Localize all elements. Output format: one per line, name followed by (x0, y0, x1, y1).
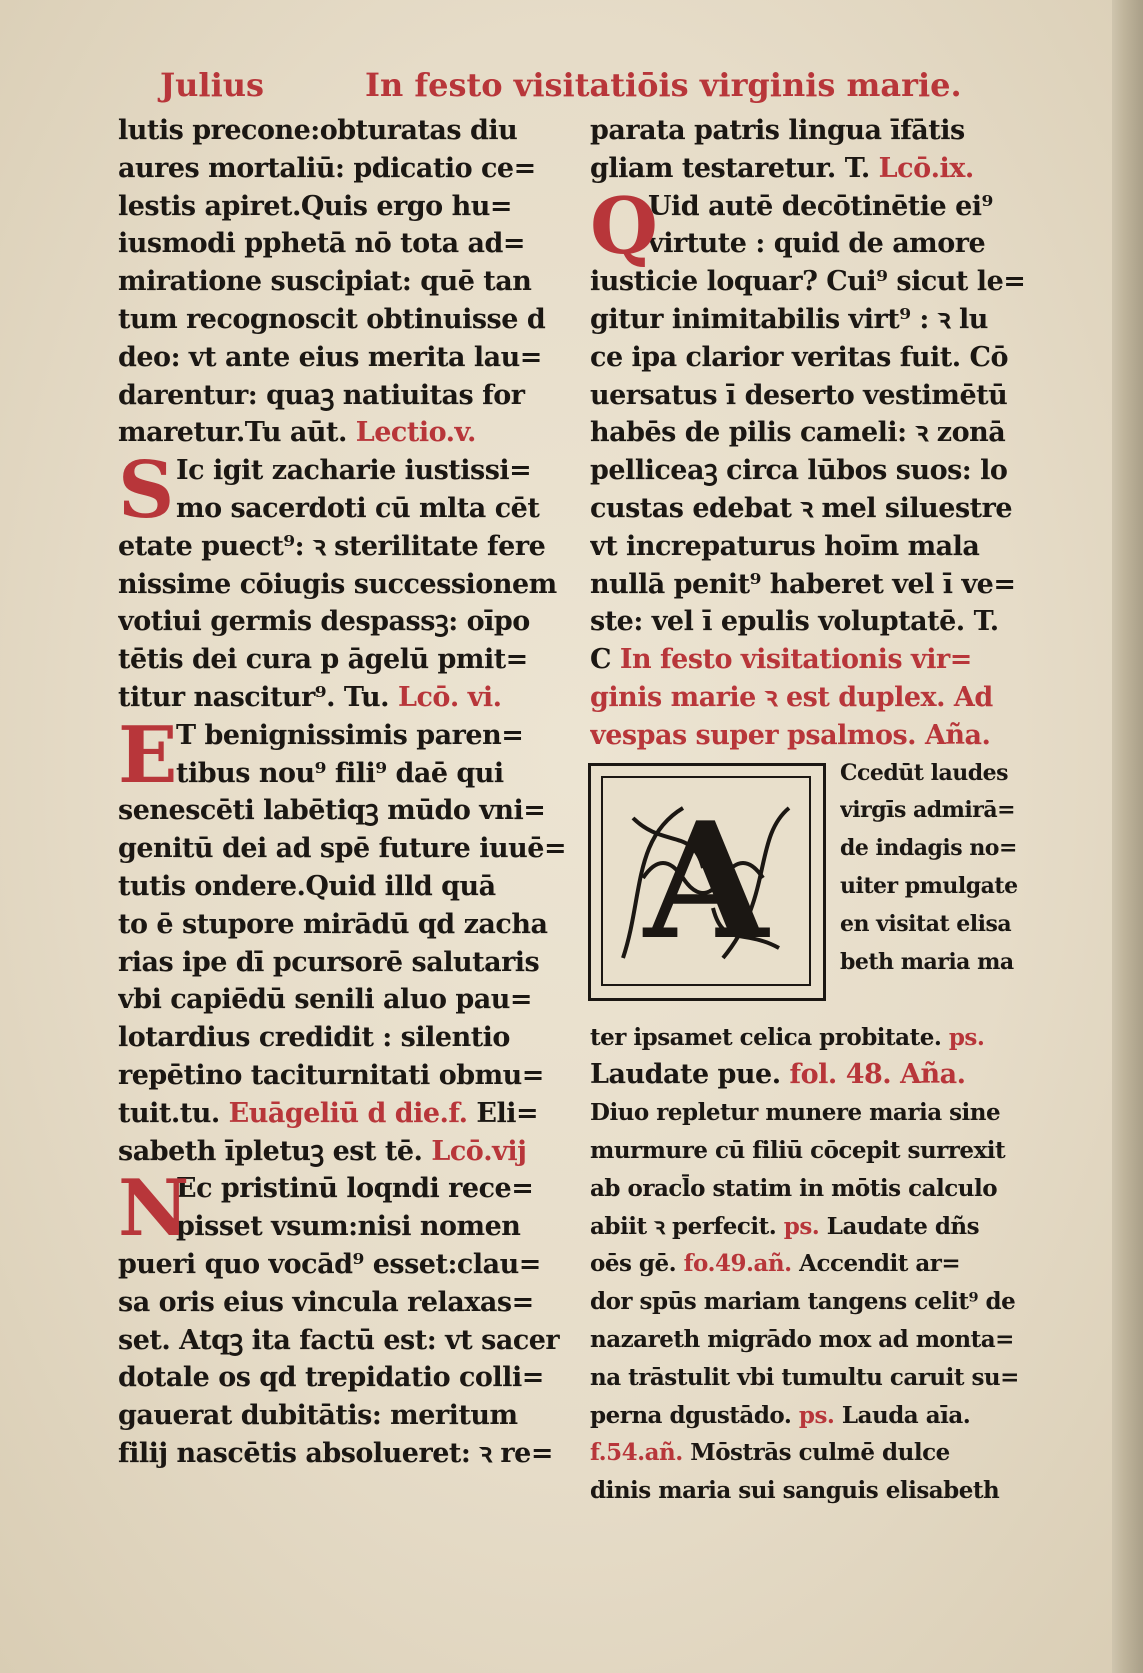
line-text: custas edebat ꝛ mel siluestre (590, 492, 1013, 524)
text-line (118, 188, 570, 226)
text-line (590, 1397, 1050, 1435)
red-initial-e: E (118, 709, 178, 801)
text-line (590, 1056, 1050, 1094)
line-text: tibus nou⁹ fili⁹ daē qui (176, 757, 504, 789)
text-line (590, 528, 1050, 566)
line-text: Uid autē decōtinētie ei⁹ (648, 190, 993, 222)
line-text: aures mortaliū: pdicatio ce= (118, 152, 536, 184)
line-text: perna dgustādo. (590, 1401, 792, 1429)
line-text: maretur.Tu aūt. (118, 417, 347, 449)
line-text: lestis apiret.Quis ergo hu= (118, 190, 512, 222)
text-line (118, 981, 570, 1019)
line-text: rias ipe dī pcursorē salutaris (118, 946, 540, 978)
line-text: Diuo repletur munere maria sine (590, 1099, 1001, 1127)
line-text: dinis maria sui sanguis elisabeth (590, 1477, 1000, 1505)
line-text: darentur: quaꝫ natiuitas for (118, 379, 525, 411)
text-line: beth maria ma (840, 948, 1014, 975)
line-text: gliam testaretur. T. (590, 152, 870, 184)
text-line (118, 1284, 570, 1322)
text-line (118, 377, 570, 415)
text-line (118, 944, 570, 982)
text-line (118, 1322, 570, 1360)
text-line (118, 528, 570, 566)
line-text: lutis precone:obturatas diu (118, 115, 518, 146)
text-line (118, 603, 570, 641)
text-line (590, 414, 1050, 452)
rubric-text: ps. (776, 1212, 820, 1240)
text-line (118, 1397, 570, 1435)
text-line (590, 1208, 1050, 1246)
rubric-text: Lcō.ix. (869, 152, 974, 184)
line-text: filij nascētis absolueret: ꝛ re= (118, 1437, 553, 1469)
line-tail-text: Eli= (467, 1097, 539, 1129)
line-text: uersatus ī deserto vestimētū (590, 379, 1008, 411)
line-text: votiui germis despassꝫ: oīpo (118, 606, 530, 638)
line-text: parata patris lingua īfātis (590, 115, 965, 146)
line-text: na trāstulit vbi tumultu caruit su= (590, 1363, 1019, 1391)
line-text: tētis dei cura p āgelū pmit= (118, 644, 528, 676)
rubric-text: f.54.añ. (590, 1439, 683, 1467)
line-tail-text: Mōstrās culmē dulce (682, 1439, 950, 1467)
line-text: deo: vt ante eius merita lau= (118, 341, 542, 373)
text-line (118, 301, 570, 339)
text-line (590, 263, 1050, 301)
text-line (118, 641, 570, 679)
line-text: ce ipa clarior veritas fuit. Cō (590, 341, 1009, 373)
text-line (590, 112, 1050, 150)
text-line (118, 414, 570, 452)
text-line (118, 1435, 570, 1473)
line-text: ter ipsamet celica probitate. (590, 1023, 942, 1051)
text-line (118, 906, 570, 944)
text-line (590, 1434, 1050, 1472)
rubric-text: Lectio.v. (346, 417, 476, 449)
text-line (590, 1019, 1050, 1057)
line-text: tum recognoscit obtinuisse d (118, 303, 546, 335)
line-text: pelliceaꝫ circa lūbos suos: lo (590, 455, 1008, 487)
rubric-text: Lcō. vi. (389, 681, 502, 713)
line-text: lotardius credidit : silentio (118, 1022, 510, 1054)
line-text: murmure cū filiū cōcepit surrexit (590, 1136, 1006, 1164)
text-line (590, 1132, 1050, 1170)
text-line (590, 339, 1050, 377)
rubric-text: fo.49.añ. (676, 1250, 792, 1278)
text-line (118, 490, 570, 528)
line-text: genitū dei ad spē future iuuē= (118, 833, 567, 865)
line-text: titur nascitur⁹. Tu. (118, 681, 390, 713)
text-line (118, 339, 570, 377)
red-initial-q: Q (590, 180, 658, 272)
text-line (590, 452, 1050, 490)
line-text: sa oris eius vincula relaxas= (118, 1286, 534, 1318)
text-line (118, 1019, 570, 1057)
left-column (118, 112, 570, 1473)
text-line (590, 603, 1050, 641)
text-line: Ccedūt laudes (840, 759, 1008, 786)
line-text: sabeth īpletuꝫ est tē. (118, 1135, 423, 1167)
text-line (590, 301, 1050, 339)
line-text: iusmodi pphetā nō tota ad= (118, 228, 526, 260)
rubric-text: ginis marie ꝛ est duplex. Ad (590, 681, 993, 713)
text-line (590, 188, 1050, 226)
text-line (118, 830, 570, 868)
line-tail-text: Lauda aīa. (834, 1401, 971, 1429)
text-line (590, 641, 1050, 679)
line-text: Ic igit zacharie iustissi= (176, 455, 532, 487)
line-text: nazareth migrādo mox ad monta= (590, 1325, 1014, 1353)
right-column (590, 112, 1050, 1510)
rubric-text: ps. (791, 1401, 835, 1429)
text-line (118, 1057, 570, 1095)
line-text: to ē stupore mirādū qd zacha (118, 908, 548, 940)
text-line: de indagis no= (840, 835, 1017, 862)
text-line (118, 792, 570, 830)
text-line (118, 263, 570, 301)
text-line (590, 1283, 1050, 1321)
line-text: vt increpaturus hoīm mala (590, 530, 980, 562)
line-text: pisset vsum:nisi nomen (176, 1211, 521, 1243)
line-text: set. Atqꝫ ita factū est: vt sacer (118, 1324, 560, 1356)
line-text: repētino taciturnitati obmu= (118, 1059, 544, 1091)
line-text: ab oracl̄o statim in mōtis calculo (590, 1174, 998, 1202)
text-line: en visitat elisa (840, 910, 1012, 937)
text-line (118, 755, 570, 793)
woodcut-inner-border (601, 776, 811, 986)
woodcut-letter: A (643, 786, 769, 975)
header-month: Julius (160, 66, 264, 104)
text-line (590, 566, 1050, 604)
line-tail-text: Accendit ar= (791, 1250, 961, 1278)
line-text: Ec pristinū loqndi rece= (176, 1173, 534, 1205)
text-line (590, 150, 1050, 188)
header-feast-title: In festo visitatiōis virginis marie. (365, 66, 962, 104)
text-line (118, 679, 570, 717)
text-line (590, 377, 1050, 415)
line-text: tuit.tu. (118, 1097, 220, 1129)
line-text: gitur inimitabilis virt⁹ : ꝛ lu (590, 303, 988, 335)
line-text: dotale os qd trepidatio colli= (118, 1362, 544, 1394)
line-text: virtute : quid de amore (648, 228, 986, 260)
line-text: gauerat dubitātis: meritum (118, 1400, 518, 1432)
rubric-text: fol. 48. Aña. (780, 1059, 966, 1091)
text-line (118, 225, 570, 263)
red-initial-s: S (118, 445, 175, 537)
line-text: C (590, 644, 611, 676)
rubric-text: vespas super psalmos. Aña. (590, 719, 991, 751)
line-text: iusticie loquar? Cui⁹ sicut le= (590, 266, 1026, 298)
text-line (118, 717, 570, 755)
line-text: mo sacerdoti cū mlta cēt (176, 492, 540, 524)
text-line (590, 1472, 1050, 1510)
text-line (590, 1359, 1050, 1397)
line-text: senescēti labētiqꝫ mūdo vni= (118, 795, 546, 827)
text-line (118, 1095, 570, 1133)
text-line (590, 679, 1050, 717)
line-text: tutis ondere.Quid illd quā (118, 870, 496, 902)
rubric-text: In festo visitationis vir= (611, 644, 972, 676)
text-line (590, 490, 1050, 528)
rubric-text: Lcō.vij (422, 1135, 527, 1167)
line-text: vbi capiēdū senili aluo pau= (118, 984, 532, 1016)
line-text: dor spūs mariam tangens celit⁹ de (590, 1288, 1016, 1316)
line-text: abiit ꝛ perfecit. (590, 1212, 777, 1240)
text-line (118, 868, 570, 906)
line-text: pueri quo vocād⁹ esset:clau= (118, 1248, 541, 1280)
text-line (590, 1170, 1050, 1208)
line-text: habēs de pilis cameli: ꝛ zonā (590, 417, 1006, 449)
rubric-text: Euāgeliū d die.f. (219, 1097, 468, 1129)
text-line (118, 150, 570, 188)
text-line: virgīs admirā= (840, 797, 1016, 824)
text-line (590, 1094, 1050, 1132)
line-text: ste: vel ī epulis voluptatē. T. (590, 606, 999, 638)
line-text: miratione suscipiat: quē tan (118, 266, 532, 298)
woodcut-section (590, 755, 1050, 1019)
text-line: uiter pmulgate (840, 872, 1018, 899)
line-text: etate puect⁹: ꝛ sterilitate fere (118, 530, 546, 562)
line-text: Laudate pue. (590, 1059, 781, 1091)
text-line (590, 225, 1050, 263)
line-text: oēs gē. (590, 1250, 677, 1278)
red-initial-n: N (118, 1163, 190, 1255)
text-line (118, 566, 570, 604)
rubric-text: ps. (941, 1023, 985, 1051)
running-header (160, 66, 962, 116)
text-line (118, 452, 570, 490)
line-text: nissime cōiugis successionem (118, 568, 557, 600)
line-tail-text: Laudate dñs (819, 1212, 980, 1240)
line-text: T benignissimis paren= (176, 719, 524, 751)
text-line (590, 717, 1050, 755)
woodcut-initial-frame (588, 763, 826, 1001)
text-line (590, 1321, 1050, 1359)
woodcut-adjacent-text (840, 755, 1050, 982)
text-line (118, 1359, 570, 1397)
text-line (590, 1245, 1050, 1283)
text-line (118, 112, 570, 150)
page-edge (1112, 0, 1143, 1673)
line-text: nullā penit⁹ haberet vel ī ve= (590, 568, 1016, 600)
